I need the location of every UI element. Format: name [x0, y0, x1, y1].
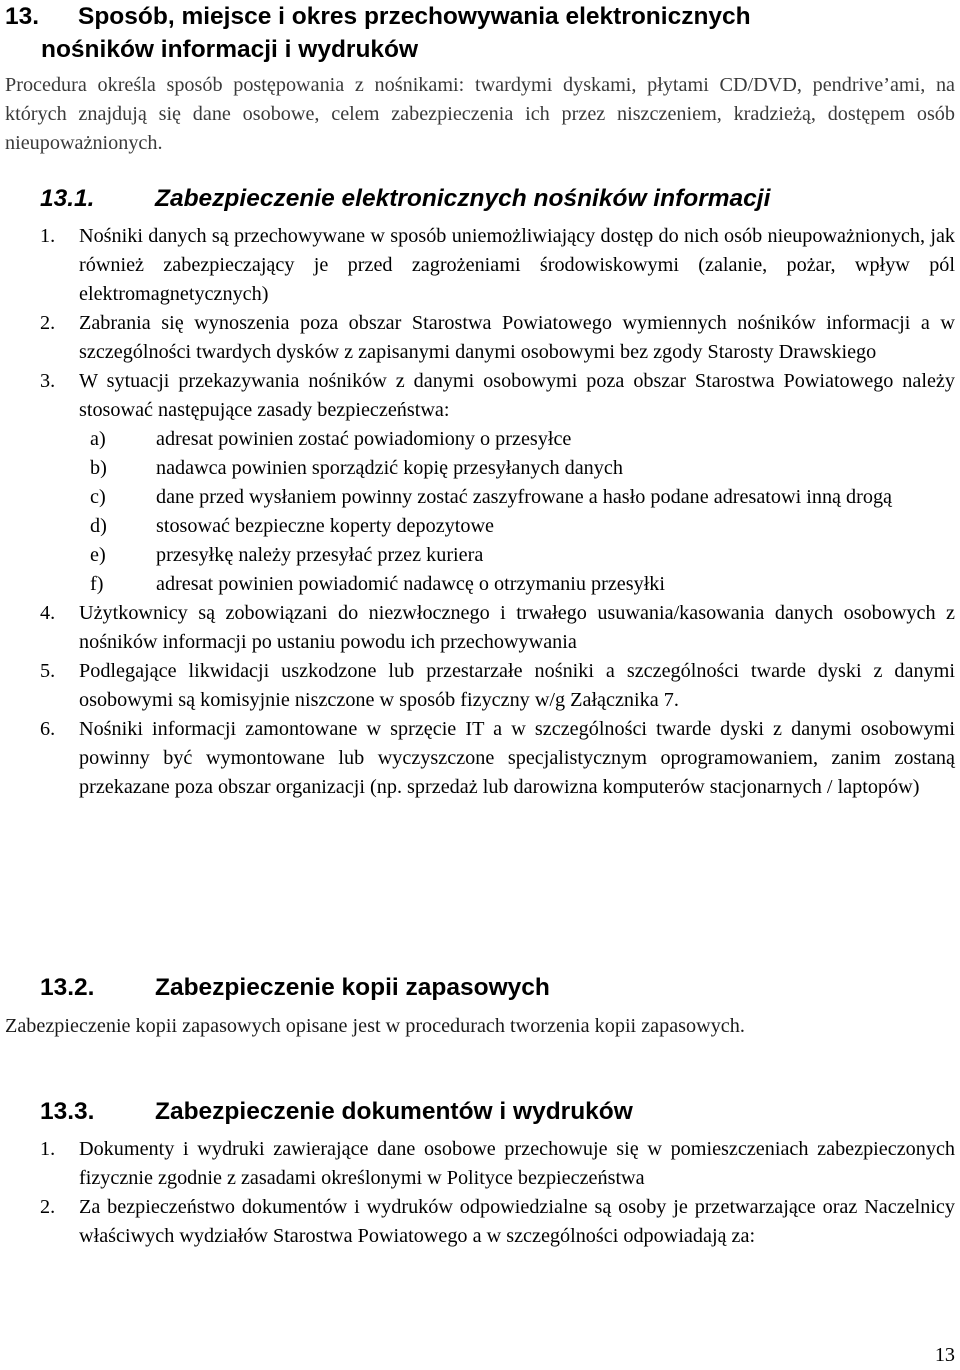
list-item-text: Nośniki danych są przechowywane w sposób uniemożliwiający dostęp do nich osób nieupoważnionych, jak również zabezpieczający je przed zagrożeniami środowiskowymi (zalanie, pożar, wpływ pól elektromagnetycznych)	[79, 225, 955, 305]
section-number: 13.	[5, 3, 40, 30]
list-item-text: Użytkownicy są zobowiązani do niezwłocznego i trwałego usuwania/kasowania danych osobowych z nośników informacji po ustaniu powodu ich przechowywania	[79, 602, 955, 653]
list-marker: 3.	[40, 370, 56, 392]
sub-list-marker: b)	[90, 457, 107, 479]
sub-list-item-text: adresat powinien zostać powiadomiony o przesyłce	[156, 428, 572, 450]
list-marker: 2.	[40, 312, 56, 334]
sub-list-item	[40, 454, 955, 483]
sub-list-item-text: adresat powinien powiadomić nadawcę o otrzymaniu przesyłki	[156, 573, 666, 595]
list-item	[40, 715, 955, 802]
sub-list-marker: d)	[90, 515, 107, 537]
list-item	[40, 1135, 955, 1193]
sub-list-marker: f)	[90, 573, 104, 595]
list-marker: 6.	[40, 718, 56, 740]
subsection-13-3-title: Zabezpieczenie dokumentów i wydruków	[155, 1098, 633, 1125]
list-marker: 4.	[40, 602, 56, 624]
section-title-line1: Sposób, miejsce i okres przechowywania elektronicznych	[78, 3, 751, 30]
sub-list-item-text: nadawca powinien sporządzić kopię przesyłanych danych	[156, 457, 623, 479]
sub-list-item	[40, 570, 955, 599]
sub-list-marker: e)	[90, 544, 106, 566]
subsection-13-2-text: Zabezpieczenie kopii zapasowych opisane jest w procedurach tworzenia kopii zapasowych.	[5, 1015, 745, 1037]
subsection-13-2-heading	[40, 972, 955, 1004]
sub-list-item	[40, 541, 955, 570]
list-item	[40, 222, 955, 309]
sub-list-item-text: przesyłkę należy przesyłać przez kuriera	[156, 544, 484, 566]
list-marker: 1.	[40, 1138, 56, 1160]
subsection-13-1-number: 13.1.	[40, 185, 95, 212]
sub-list-marker: a)	[90, 428, 106, 450]
subsection-13-2-title: Zabezpieczenie kopii zapasowych	[155, 974, 550, 1001]
list-marker: 1.	[40, 225, 56, 247]
sub-list-item	[40, 425, 955, 454]
subsection-13-1-title: Zabezpieczenie elektronicznych nośników informacji	[155, 185, 771, 212]
sub-list-item-text: stosować bezpieczne koperty depozytowe	[156, 515, 495, 537]
list-item-text: Dokumenty i wydruki zawierające dane osobowe przechowuje się w pomieszczeniach zabezpieczonych fizycznie zgodnie z zasadami określonymi w Polityce bezpieczeństwa	[79, 1138, 955, 1189]
list-item-text: Zabrania się wynoszenia poza obszar Starostwa Powiatowego wymiennych nośników informacji a w szczególności twardych dysków z zapisanymi danymi osobowymi bez zgody Starosty Drawskiego	[79, 312, 955, 363]
section-heading-line1	[5, 0, 955, 33]
subsection-13-1-heading	[40, 183, 955, 215]
sub-list-item	[40, 483, 955, 512]
subsection-13-2-number: 13.2.	[40, 974, 95, 1001]
list-marker: 2.	[40, 1196, 56, 1218]
list-marker: 5.	[40, 660, 56, 682]
list-item	[40, 367, 955, 425]
section-heading	[5, 0, 955, 66]
sub-list-item	[40, 512, 955, 541]
page-number: 13	[934, 1344, 955, 1366]
list-item-text: Za bezpieczeństwo dokumentów i wydruków odpowiedzialne są osoby je przetwarzające oraz Naczelnicy właściwych wydziałów Starostwa Powiatowego a w szczególności odpowiadają za:	[79, 1196, 955, 1247]
subsection-13-3-heading	[40, 1096, 955, 1128]
sub-list-item-text: dane przed wysłaniem powinny zostać zaszyfrowane a hasło podane adresatowi inną drogą	[156, 486, 893, 508]
list-item	[40, 309, 955, 367]
list-item	[40, 1193, 955, 1251]
list-item-text: Nośniki informacji zamontowane w sprzęcie IT a w szczególności twarde dyski z danymi osobowymi powinny być wymontowane lub wyczyszczone specjalistycznym oprogramowaniem, zanim zostaną przekazane poza obszar organizacji (np. sprzedaż lub darowizna komputerów stacjonarnych / laptopów)	[79, 718, 955, 798]
list-item-text: Podlegające likwidacji uszkodzone lub przestarzałe nośniki a szczególności twarde dyski z danymi osobowymi są komisyjnie niszczone w sposób fizyczny w/g Załącznika 7.	[79, 660, 955, 711]
list-item-text: W sytuacji przekazywania nośników z danymi osobowymi poza obszar Starostwa Powiatowego należy stosować następujące zasady bezpieczeństwa:	[79, 370, 955, 421]
section-title-line2: nośników informacji i wydruków	[41, 36, 419, 63]
list-item	[40, 599, 955, 657]
subsection-13-3-list	[40, 1135, 955, 1251]
sub-list-marker: c)	[90, 486, 106, 508]
subsection-13-3-number: 13.3.	[40, 1098, 95, 1125]
list-item	[40, 657, 955, 715]
subsection-13-1-list	[40, 222, 955, 802]
section-intro: Procedura określa sposób postępowania z nośnikami: twardymi dyskami, płytami CD/DVD, pendrive’ami, na których znajdują się dane osobowe, celem zabezpieczenia ich przez niszczeniem, kradzieżą, dostępem osób nieupoważnionych.	[5, 74, 955, 154]
